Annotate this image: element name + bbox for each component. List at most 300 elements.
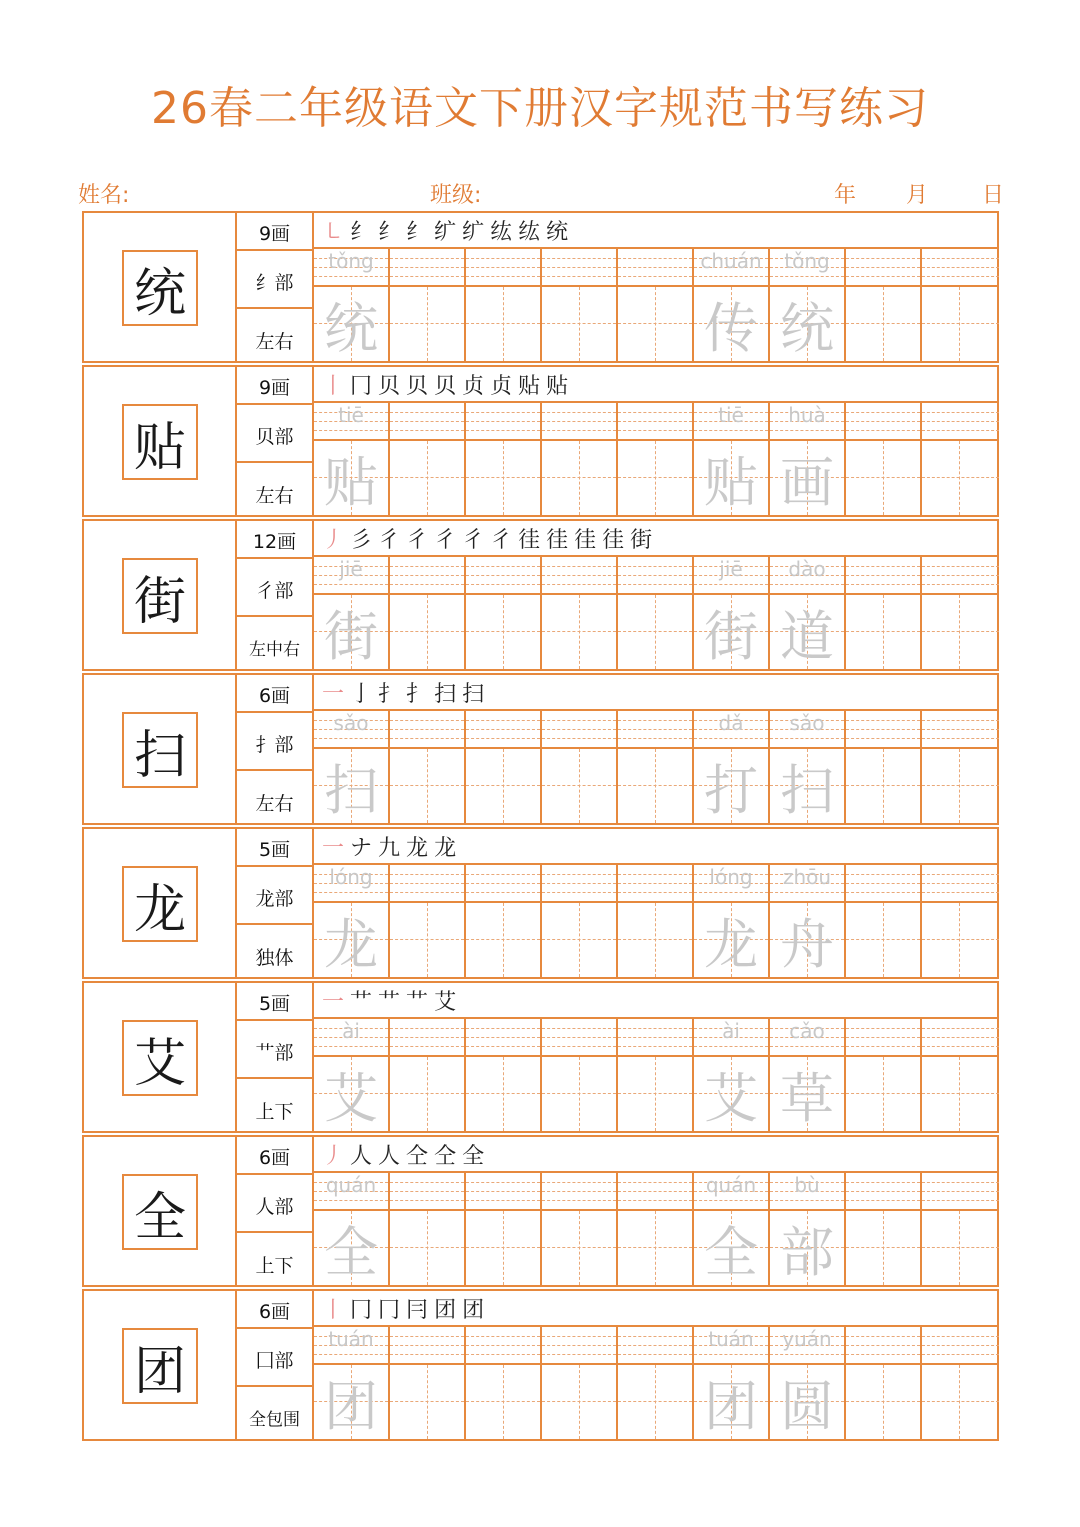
stroke-step: 扫 <box>462 682 491 707</box>
guide-line <box>959 595 960 669</box>
model-character: 街 <box>122 558 198 634</box>
guide-line <box>390 738 464 739</box>
practice-cell[interactable] <box>694 249 770 361</box>
guide-line <box>579 1365 580 1439</box>
guide-line <box>503 595 504 669</box>
divider <box>237 1077 312 1079</box>
guide-line <box>466 1028 540 1029</box>
character-block <box>82 981 999 1133</box>
practice-cell[interactable] <box>694 865 770 977</box>
tian-grid <box>770 903 844 977</box>
stroke-step: 纮 <box>518 220 547 245</box>
guide-line <box>846 1401 920 1402</box>
guide-line <box>390 939 464 940</box>
guide-line <box>770 892 844 893</box>
practice-cell[interactable] <box>390 557 466 669</box>
pinyin-guide <box>542 1327 616 1365</box>
guide-line <box>427 1057 428 1131</box>
practice-cell[interactable] <box>846 1173 922 1285</box>
practice-grid <box>314 711 999 823</box>
pinyin-guide <box>846 1173 920 1211</box>
guide-line <box>846 566 920 567</box>
guide-line <box>542 631 616 632</box>
pinyin-guide <box>466 1019 540 1057</box>
stroke-step: 冃 <box>406 1298 435 1323</box>
guide-line <box>466 412 540 413</box>
guide-line <box>542 1093 616 1094</box>
practice-cell[interactable] <box>314 1019 390 1131</box>
pinyin-guide <box>390 1173 464 1211</box>
guide-line <box>770 1046 844 1047</box>
trace-character: 圆 <box>780 1374 834 1438</box>
practice-cell[interactable] <box>466 865 542 977</box>
trace-character: 艾 <box>704 1066 758 1130</box>
guide-line <box>655 749 656 823</box>
pinyin-guide <box>618 249 692 287</box>
pinyin-text: lóng <box>709 865 753 889</box>
stroke-order-row <box>314 367 999 403</box>
guide-line <box>390 883 464 884</box>
guide-line <box>579 441 580 515</box>
pinyin-guide <box>770 557 844 595</box>
guide-line <box>314 1354 388 1355</box>
tian-grid <box>846 749 920 823</box>
guide-line <box>883 1211 884 1285</box>
pinyin-guide <box>390 403 464 441</box>
character-block <box>82 1289 999 1441</box>
guide-line <box>466 1093 540 1094</box>
practice-cell[interactable] <box>618 1327 694 1439</box>
guide-line <box>466 323 540 324</box>
day-label: 日 <box>982 183 1005 208</box>
guide-line <box>542 421 616 422</box>
guide-line <box>503 1057 504 1131</box>
practice-cell[interactable] <box>770 1019 846 1131</box>
guide-line <box>846 720 920 721</box>
trace-character: 团 <box>704 1374 758 1438</box>
guide-line <box>542 323 616 324</box>
practice-cell[interactable] <box>618 1173 694 1285</box>
practice-cell[interactable] <box>922 1173 999 1285</box>
guide-line <box>618 874 692 875</box>
guide-line <box>579 595 580 669</box>
practice-cell[interactable] <box>770 1327 846 1439</box>
practice-cell[interactable] <box>770 403 846 515</box>
guide-line <box>466 738 540 739</box>
practice-cell[interactable] <box>314 249 390 361</box>
guide-line <box>922 738 999 739</box>
tian-grid <box>922 749 999 823</box>
practice-cell[interactable] <box>846 1327 922 1439</box>
practice-cell[interactable] <box>770 865 846 977</box>
radical-label: 扌部 <box>255 734 294 756</box>
guide-line <box>618 584 692 585</box>
practice-cell[interactable] <box>466 711 542 823</box>
guide-line <box>503 287 504 361</box>
practice-cell[interactable] <box>922 403 999 515</box>
guide-line <box>618 939 692 940</box>
practice-cell[interactable] <box>846 249 922 361</box>
practice-cell[interactable] <box>922 557 999 669</box>
trace-character: 街 <box>704 604 758 668</box>
practice-cell[interactable] <box>922 1327 999 1439</box>
practice-cell[interactable] <box>618 711 694 823</box>
character-block <box>82 1135 999 1287</box>
model-character-cell <box>84 829 237 977</box>
guide-line <box>846 267 920 268</box>
stroke-step: 纩 <box>462 220 491 245</box>
practice-cell[interactable] <box>314 1327 390 1439</box>
practice-cell[interactable] <box>542 711 618 823</box>
character-info <box>237 367 314 515</box>
structure-label: 左右 <box>255 793 294 815</box>
guide-line <box>618 477 692 478</box>
tian-grid <box>922 1211 999 1285</box>
practice-cell[interactable] <box>770 711 846 823</box>
stroke-order-sequence <box>322 985 462 1016</box>
stroke-count: 9画 <box>258 377 291 399</box>
practice-cell[interactable] <box>314 1173 390 1285</box>
guide-line <box>542 430 616 431</box>
practice-cell[interactable] <box>618 403 694 515</box>
stroke-step: 冂 <box>350 374 379 399</box>
trace-character: 道 <box>780 604 834 668</box>
practice-cell[interactable] <box>618 249 694 361</box>
stroke-step: 街 <box>630 528 659 553</box>
guide-line <box>466 477 540 478</box>
practice-cell[interactable] <box>542 1019 618 1131</box>
stroke-step: 统 <box>546 220 575 245</box>
pinyin-guide <box>846 865 920 903</box>
practice-cell[interactable] <box>466 1019 542 1131</box>
guide-line <box>314 584 388 585</box>
practice-cell[interactable] <box>390 1327 466 1439</box>
practice-cell[interactable] <box>694 1019 770 1131</box>
character-info <box>237 521 314 669</box>
guide-line <box>655 287 656 361</box>
practice-cell[interactable] <box>314 711 390 823</box>
guide-line <box>618 1247 692 1248</box>
guide-line <box>618 276 692 277</box>
practice-cell[interactable] <box>542 249 618 361</box>
pinyin-text: jiē <box>719 557 743 581</box>
stroke-order-row <box>314 1137 999 1173</box>
practice-cell[interactable] <box>618 1019 694 1131</box>
guide-line <box>618 785 692 786</box>
stroke-step: 团 <box>462 1298 491 1323</box>
guide-line <box>618 575 692 576</box>
tian-grid <box>466 1365 540 1439</box>
guide-line <box>390 1182 464 1183</box>
practice-cell[interactable] <box>618 865 694 977</box>
guide-line <box>655 903 656 977</box>
guide-line <box>846 1182 920 1183</box>
guide-line <box>883 1365 884 1439</box>
guide-line <box>427 595 428 669</box>
guide-line <box>390 276 464 277</box>
pinyin-guide <box>466 865 540 903</box>
practice-cell[interactable] <box>770 1173 846 1285</box>
guide-line <box>846 584 920 585</box>
tian-grid <box>390 1211 464 1285</box>
guide-line <box>542 258 616 259</box>
pinyin-guide <box>618 403 692 441</box>
practice-cell[interactable] <box>922 865 999 977</box>
pinyin-guide <box>466 711 540 749</box>
guide-line <box>655 1211 656 1285</box>
radical-label: 人部 <box>255 1196 294 1218</box>
guide-line <box>466 258 540 259</box>
guide-line <box>655 595 656 669</box>
stroke-step: 贴 <box>546 374 575 399</box>
guide-line <box>922 1401 999 1402</box>
model-character: 扫 <box>122 712 198 788</box>
tian-grid <box>390 287 464 361</box>
divider <box>237 403 312 405</box>
practice-cell[interactable] <box>466 557 542 669</box>
guide-line <box>846 1191 920 1192</box>
practice-cell[interactable] <box>314 865 390 977</box>
guide-line <box>466 1200 540 1201</box>
guide-line <box>390 1046 464 1047</box>
character-info <box>237 1291 314 1439</box>
practice-cell[interactable] <box>390 711 466 823</box>
practice-cell[interactable] <box>922 249 999 361</box>
trace-character: 画 <box>780 450 834 514</box>
practice-cell[interactable] <box>694 557 770 669</box>
pinyin-text: chuán <box>700 249 762 273</box>
practice-cell[interactable] <box>846 1019 922 1131</box>
guide-line <box>542 1028 616 1029</box>
practice-cell[interactable] <box>922 711 999 823</box>
practice-cell[interactable] <box>770 249 846 361</box>
practice-cell[interactable] <box>390 403 466 515</box>
pinyin-guide <box>542 249 616 287</box>
stroke-order-row <box>314 983 999 1019</box>
structure-label: 上下 <box>255 1101 294 1123</box>
guide-line <box>466 430 540 431</box>
radical-label: 艹部 <box>255 1042 294 1064</box>
guide-line <box>390 720 464 721</box>
practice-cell[interactable] <box>542 403 618 515</box>
pinyin-guide <box>846 1327 920 1365</box>
stroke-step: 龙 <box>406 836 435 861</box>
pinyin-guide <box>694 403 768 441</box>
pinyin-guide <box>770 403 844 441</box>
guide-line <box>922 874 999 875</box>
guide-line <box>390 1028 464 1029</box>
guide-line <box>618 1345 692 1346</box>
character-block <box>82 673 999 825</box>
pinyin-guide <box>922 249 999 287</box>
practice-cell[interactable] <box>314 403 390 515</box>
pinyin-guide <box>846 1019 920 1057</box>
stroke-count: 12画 <box>252 531 297 553</box>
practice-cell[interactable] <box>390 1019 466 1131</box>
stroke-step: 冂 <box>350 1298 379 1323</box>
stroke-step: 艹 <box>406 990 435 1015</box>
guide-line <box>542 892 616 893</box>
guide-line <box>466 883 540 884</box>
pinyin-guide <box>466 403 540 441</box>
model-character: 贴 <box>122 404 198 480</box>
stroke-order-row <box>314 675 999 711</box>
tian-grid <box>542 749 616 823</box>
guide-line <box>542 729 616 730</box>
guide-line <box>579 749 580 823</box>
pinyin-guide <box>314 403 388 441</box>
stroke-step: 纩 <box>434 220 463 245</box>
practice-cell[interactable] <box>694 1173 770 1285</box>
tian-grid <box>846 1057 920 1131</box>
guide-line <box>542 883 616 884</box>
tian-grid <box>466 441 540 515</box>
pinyin-text: ài <box>342 1019 360 1043</box>
pinyin-guide <box>542 1019 616 1057</box>
pinyin-guide <box>314 1327 388 1365</box>
guide-line <box>694 892 768 893</box>
pinyin-guide <box>542 711 616 749</box>
practice-cell[interactable] <box>770 557 846 669</box>
tian-grid <box>618 1057 692 1131</box>
tian-grid <box>466 595 540 669</box>
practice-cell[interactable] <box>846 711 922 823</box>
trace-character: 统 <box>324 296 378 360</box>
tian-grid <box>390 595 464 669</box>
stroke-step: 彳 <box>490 528 519 553</box>
practice-cell[interactable] <box>466 1327 542 1439</box>
guide-line <box>846 575 920 576</box>
guide-line <box>427 903 428 977</box>
stroke-step: 仝 <box>434 1144 463 1169</box>
practice-cell[interactable] <box>694 403 770 515</box>
guide-line <box>922 1354 999 1355</box>
guide-line <box>922 575 999 576</box>
divider <box>237 1385 312 1387</box>
practice-cell[interactable] <box>542 557 618 669</box>
pinyin-guide <box>846 557 920 595</box>
tian-grid <box>694 903 768 977</box>
guide-line <box>846 1345 920 1346</box>
tian-grid <box>466 287 540 361</box>
trace-character: 团 <box>324 1374 378 1438</box>
practice-cell[interactable] <box>314 557 390 669</box>
model-character-cell <box>84 521 237 669</box>
pinyin-text: tuán <box>328 1327 374 1351</box>
guide-line <box>542 566 616 567</box>
guide-line <box>618 1182 692 1183</box>
practice-cell[interactable] <box>466 403 542 515</box>
stroke-step: 纟 <box>378 220 407 245</box>
pinyin-guide <box>770 1327 844 1365</box>
guide-line <box>542 267 616 268</box>
guide-line <box>542 1037 616 1038</box>
practice-cell[interactable] <box>694 1327 770 1439</box>
character-block <box>82 519 999 671</box>
guide-line <box>694 1354 768 1355</box>
tian-grid <box>846 1365 920 1439</box>
guide-line <box>427 749 428 823</box>
pinyin-guide <box>314 249 388 287</box>
guide-line <box>883 1057 884 1131</box>
divider <box>237 769 312 771</box>
stroke-step: 贞 <box>462 374 491 399</box>
trace-character: 全 <box>324 1220 378 1284</box>
guide-line <box>846 892 920 893</box>
stroke-step: 扌 <box>378 682 407 707</box>
guide-line <box>466 267 540 268</box>
practice-cell[interactable] <box>846 557 922 669</box>
guide-line <box>542 720 616 721</box>
practice-cell[interactable] <box>542 865 618 977</box>
guide-line <box>618 1037 692 1038</box>
practice-cell[interactable] <box>390 1173 466 1285</box>
guide-line <box>618 883 692 884</box>
pinyin-guide <box>542 865 616 903</box>
practice-cell[interactable] <box>618 557 694 669</box>
guide-line <box>922 1182 999 1183</box>
pinyin-guide <box>542 403 616 441</box>
practice-cell[interactable] <box>922 1019 999 1131</box>
tian-grid <box>466 1057 540 1131</box>
stroke-step: ㇄ <box>322 220 351 245</box>
practice-cell[interactable] <box>846 403 922 515</box>
practice-grid <box>314 403 999 515</box>
practice-cell[interactable] <box>466 249 542 361</box>
guide-line <box>959 903 960 977</box>
guide-line <box>618 258 692 259</box>
pinyin-guide <box>542 1173 616 1211</box>
guide-line <box>770 430 844 431</box>
divider <box>237 711 312 713</box>
model-character-cell <box>84 675 237 823</box>
guide-line <box>466 1182 540 1183</box>
guide-line <box>466 1191 540 1192</box>
trace-character: 草 <box>780 1066 834 1130</box>
guide-line <box>503 749 504 823</box>
practice-cell[interactable] <box>390 249 466 361</box>
stroke-order-sequence <box>322 523 658 554</box>
guide-line <box>655 441 656 515</box>
tian-grid <box>694 1057 768 1131</box>
practice-cell[interactable] <box>390 865 466 977</box>
practice-cell[interactable] <box>846 865 922 977</box>
pinyin-guide <box>542 557 616 595</box>
stroke-order-sequence <box>322 1293 490 1324</box>
guide-line <box>466 276 540 277</box>
tian-grid <box>922 441 999 515</box>
structure-label: 左中右 <box>249 640 300 660</box>
structure-label: 全包围 <box>249 1410 300 1430</box>
class-label: 班级: <box>430 183 482 208</box>
practice-cell[interactable] <box>542 1327 618 1439</box>
stroke-step: 贝 <box>434 374 463 399</box>
stroke-step: 九 <box>378 836 407 861</box>
practice-cell[interactable] <box>542 1173 618 1285</box>
practice-cell[interactable] <box>466 1173 542 1285</box>
guide-line <box>618 1028 692 1029</box>
guide-line <box>390 1200 464 1201</box>
guide-line <box>466 584 540 585</box>
pinyin-guide <box>922 1173 999 1211</box>
guide-line <box>694 1200 768 1201</box>
practice-cell[interactable] <box>694 711 770 823</box>
guide-line <box>542 939 616 940</box>
guide-line <box>922 430 999 431</box>
guide-line <box>542 1345 616 1346</box>
trace-character: 传 <box>704 296 758 360</box>
pinyin-text: dǎ <box>718 711 744 735</box>
